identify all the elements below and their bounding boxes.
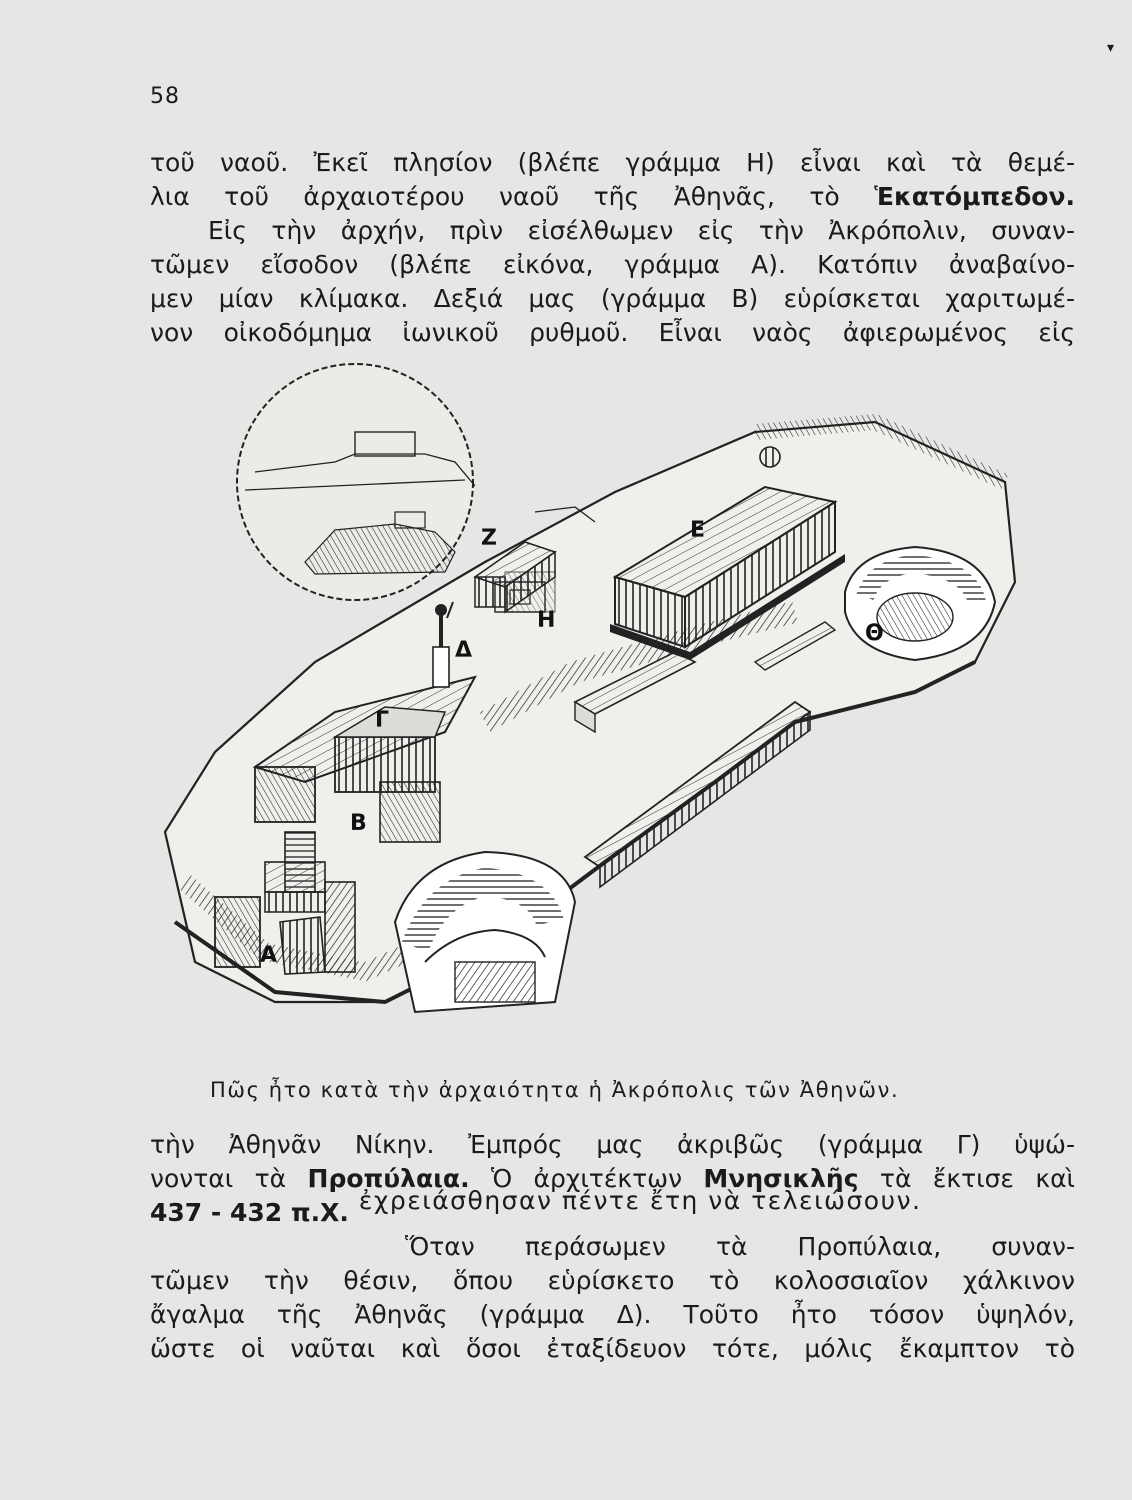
text-line — [150, 282, 1075, 316]
text-block-top — [150, 146, 1075, 350]
erechtheion — [475, 542, 555, 612]
letter-eta: Η — [537, 608, 556, 633]
page-number: 58 — [150, 84, 180, 109]
letter-theta: Θ — [865, 621, 884, 646]
line-bold-term: Μνησικλῆς — [703, 1164, 859, 1193]
line-text: Εἰς τὴν ἀρχήν, πρὶν εἰσέλθωμεν εἰς τὴν Ἀκρόπολιν, συναν- — [208, 216, 1075, 245]
letter-gamma: Γ — [375, 708, 390, 733]
text-line: ὥστε οἱ ναῦται καὶ ὅσοι ἐταξίδευον τότε, μόλις ἔκαμπτον τὸ — [150, 1334, 1075, 1363]
line-bold-term: Προπύλαια. — [307, 1164, 470, 1193]
line-text: τὰ ἔκτισε καὶ — [858, 1164, 1075, 1193]
letter-epsilon: Ε — [690, 518, 706, 543]
line-text: ἐχρειάσθησαν πέντε ἔτη νὰ τελειώσουν. — [358, 1186, 922, 1215]
letter-a: Α — [260, 943, 278, 968]
text-line: τῶμεν τὴν θέσιν, ὅπου εὑρίσκετο τὸ κολοσσιαῖον χάλκινον — [150, 1266, 1075, 1295]
line-text: μεν μίαν κλίμακα. Δεξιά μας (γράμμα Β) εὑρίσκεται χαριτωμέ- — [150, 284, 1075, 313]
line-text: νον οἰκοδόμημα ἰωνικοῦ ρυθμοῦ. Εἶναι ναὸς ἀφιερωμένος εἰς — [150, 318, 1075, 347]
letter-delta: Δ — [455, 638, 473, 663]
acropolis-illustration — [155, 362, 1035, 1072]
line-bold-term: Ἑκατόμπεδον. — [874, 182, 1075, 211]
line-text: τοῦ ναοῦ. Ἐκεῖ πλησίον (βλέπε γράμμα Η) εἶναι καὶ τὰ θεμέ- — [150, 148, 1075, 177]
text-line: Ὅταν περάσωμεν τὰ Προπύλαια, συναν- — [405, 1232, 1075, 1261]
text-line: ἄγαλμα τῆς Ἀθηνᾶς (γράμμα Δ). Τοῦτο ἦτο τόσον ὑψηλόν, — [150, 1300, 1075, 1329]
text-line — [150, 248, 1075, 282]
text-line — [150, 146, 1075, 180]
figure-caption: Πῶς ἦτο κατὰ τὴν ἀρχαιότητα ἡ Ἀκρόπολις τῶν Ἀθηνῶν. — [210, 1078, 900, 1102]
line-text: τῶμεν εἴσοδον (βλέπε εἰκόνα, γράμμα Α). Κατόπιν ἀναβαίνο- — [150, 250, 1075, 279]
inset-circle — [237, 364, 475, 600]
text-line — [150, 180, 1075, 214]
nike-temple — [265, 862, 325, 912]
line-text: Ὁ ἀρχιτέκτων — [469, 1164, 704, 1193]
text-line — [150, 316, 1075, 350]
text-block-bottom — [150, 1128, 1075, 1366]
date-line — [150, 1186, 1075, 1230]
letter-zeta: Ζ — [481, 526, 497, 551]
line-text: νονται τὰ — [150, 1164, 308, 1193]
corner-mark: ▾ — [1106, 40, 1114, 56]
acropolis-drawing — [155, 362, 1035, 1072]
margin-date: 437 - 432 π.Χ. — [150, 1198, 349, 1227]
letter-b: Β — [350, 811, 367, 836]
line-text: λια τοῦ ἀρχαιοτέρου ναοῦ τῆς Ἀθηνᾶς, τὸ — [150, 182, 875, 211]
text-line: τὴν Ἀθηνᾶν Νίκην. Ἐμπρός μας ἀκριβῶς (γράμμα Γ) ὑψώ- — [150, 1130, 1075, 1159]
text-line — [150, 214, 1075, 248]
